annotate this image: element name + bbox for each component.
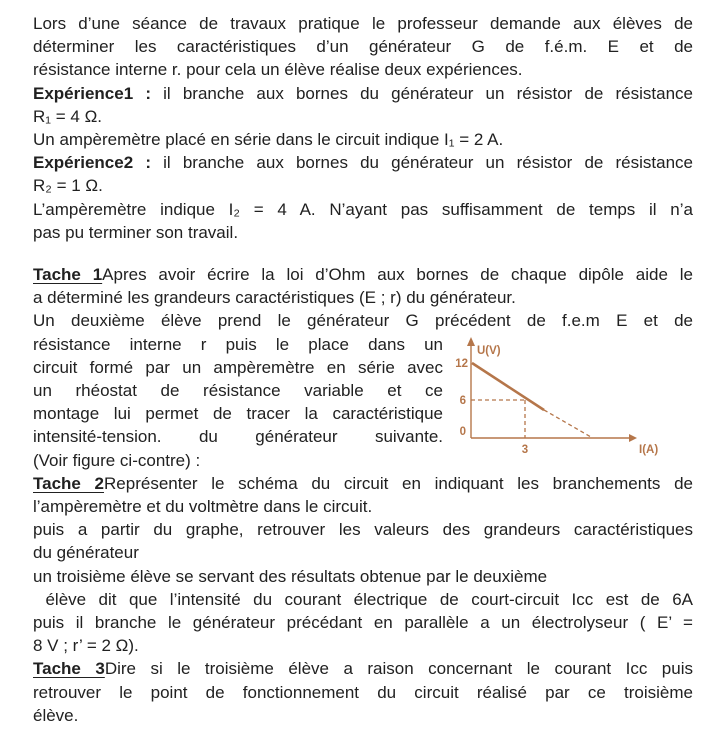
text-line <box>33 221 693 244</box>
line-text: (Voir figure ci-contre) : <box>33 450 201 470</box>
iv-characteristic-chart <box>443 335 691 463</box>
text-line <box>33 105 693 128</box>
text-line <box>33 174 693 197</box>
line-text: du générateur <box>33 543 139 563</box>
figure-column <box>443 333 693 468</box>
line-text: circuit formé par un ampèremètre en série avec <box>33 357 443 377</box>
tasks-block <box>33 472 693 727</box>
bold-lead: Expérience2 : <box>33 153 151 173</box>
text-line <box>33 495 693 518</box>
text-line <box>33 425 443 448</box>
line-text: Un deuxième élève prend le générateur G précédent de f.e.m E et de <box>33 311 693 331</box>
line-text: élève dit que l’intensité du courant électrique de court-circuit Icc est de 6A <box>33 589 693 609</box>
text-line <box>33 58 693 81</box>
characteristic-extension-dashed <box>544 410 591 437</box>
bold-lead: Tache 3 <box>33 659 105 679</box>
text-line <box>33 333 443 356</box>
text-line <box>33 151 693 174</box>
text-line <box>33 588 693 611</box>
wrap-text-column <box>33 333 443 472</box>
text-line <box>33 309 693 332</box>
bold-lead: Expérience1 : <box>33 83 151 103</box>
line-text: Lors d’une séance de travaux pratique le professeur demande aux élèves de <box>33 14 693 33</box>
figure-wrap-section <box>33 333 693 472</box>
line-text: un rhéostat de résistance variable et ce <box>33 381 443 401</box>
line-text: il branche aux bornes du générateur un résistor de résistance <box>150 83 693 103</box>
text-line <box>33 402 443 425</box>
x-tick-3: 3 <box>521 443 529 456</box>
text-line <box>33 541 693 564</box>
text-line <box>33 565 693 588</box>
text-line <box>33 356 443 379</box>
y-tick-6: 6 <box>459 394 466 407</box>
text-line <box>33 518 693 541</box>
y-tick-12: 12 <box>455 357 468 370</box>
line-text: un troisième élève se servant des résultats obtenue par le deuxième <box>33 566 548 586</box>
line-text: montage lui permet de tracer la caractéristique <box>33 404 443 424</box>
text-line <box>33 198 693 221</box>
line-text: puis il branche le générateur précédant en parallèle a un électrolyseur ( E’ = <box>33 613 693 633</box>
text-line <box>33 611 693 634</box>
line-text: déterminer les caractéristiques d’un générateur G de f.é.m. E et de <box>33 37 693 57</box>
text-line <box>33 244 693 263</box>
origin-label: 0 <box>459 425 466 438</box>
text-line <box>33 704 693 727</box>
line-text: l’ampèremètre et du voltmètre dans le circuit. <box>33 497 373 517</box>
y-axis-arrow-icon <box>467 337 475 346</box>
bold-lead: Tache 1 <box>33 265 103 285</box>
line-text: Apres avoir écrire la loi d’Ohm aux bornes de chaque dipôle aide le <box>102 265 693 285</box>
line-text: intensité-tension. du générateur suivante. <box>33 427 443 447</box>
text-line <box>33 286 693 309</box>
line-text: L’ampèremètre indique I₂ = 4 A. N’ayant pas suffisamment de temps il n’a <box>33 199 693 219</box>
x-axis-label: I(A) <box>639 443 659 456</box>
text-line <box>33 128 693 151</box>
text-line <box>33 263 693 286</box>
text-line <box>33 472 693 495</box>
text-line <box>33 379 443 402</box>
bold-lead: Tache 2 <box>33 473 105 493</box>
y-axis-label: U(V) <box>477 344 501 357</box>
line-text: 8 V ; r’ = 2 Ω). <box>33 636 139 656</box>
line-text: R₁ = 4 Ω. <box>33 106 102 126</box>
line-text: résistance interne r puis le place dans un <box>33 334 443 354</box>
text-line <box>33 657 693 680</box>
text-line <box>33 449 443 472</box>
line-text: a déterminé les grandeurs caractéristiques (E ; r) du générateur. <box>33 288 516 308</box>
x-axis-arrow-icon <box>629 434 637 442</box>
intro-block <box>33 12 693 333</box>
characteristic-line <box>472 363 544 410</box>
line-text: Dire si le troisième élève a raison concernant le courant Icc puis <box>104 659 693 679</box>
line-text: R₂ = 1 Ω. <box>33 176 103 196</box>
text-line <box>33 82 693 105</box>
line-text: retrouver le point de fonctionnement du circuit réalisé par ce troisième <box>33 682 693 702</box>
text-line <box>33 35 693 58</box>
line-text: il branche aux bornes du générateur un résistor de résistance <box>150 153 693 173</box>
line-text: puis a partir du graphe, retrouver les valeurs des grandeurs caractéristiques <box>33 520 693 540</box>
text-line <box>33 12 693 35</box>
text-line <box>33 681 693 704</box>
line-text: Représenter le schéma du circuit en indiquant les branchements de <box>104 473 693 493</box>
line-text: pas pu terminer son travail. <box>33 222 239 242</box>
line-text: élève. <box>33 705 79 725</box>
line-text: Un ampèremètre placé en série dans le circuit indique I₁ = 2 A. <box>33 130 504 150</box>
text-line <box>33 634 693 657</box>
line-text: résistance interne r. pour cela un élève réalise deux expériences. <box>33 60 523 80</box>
